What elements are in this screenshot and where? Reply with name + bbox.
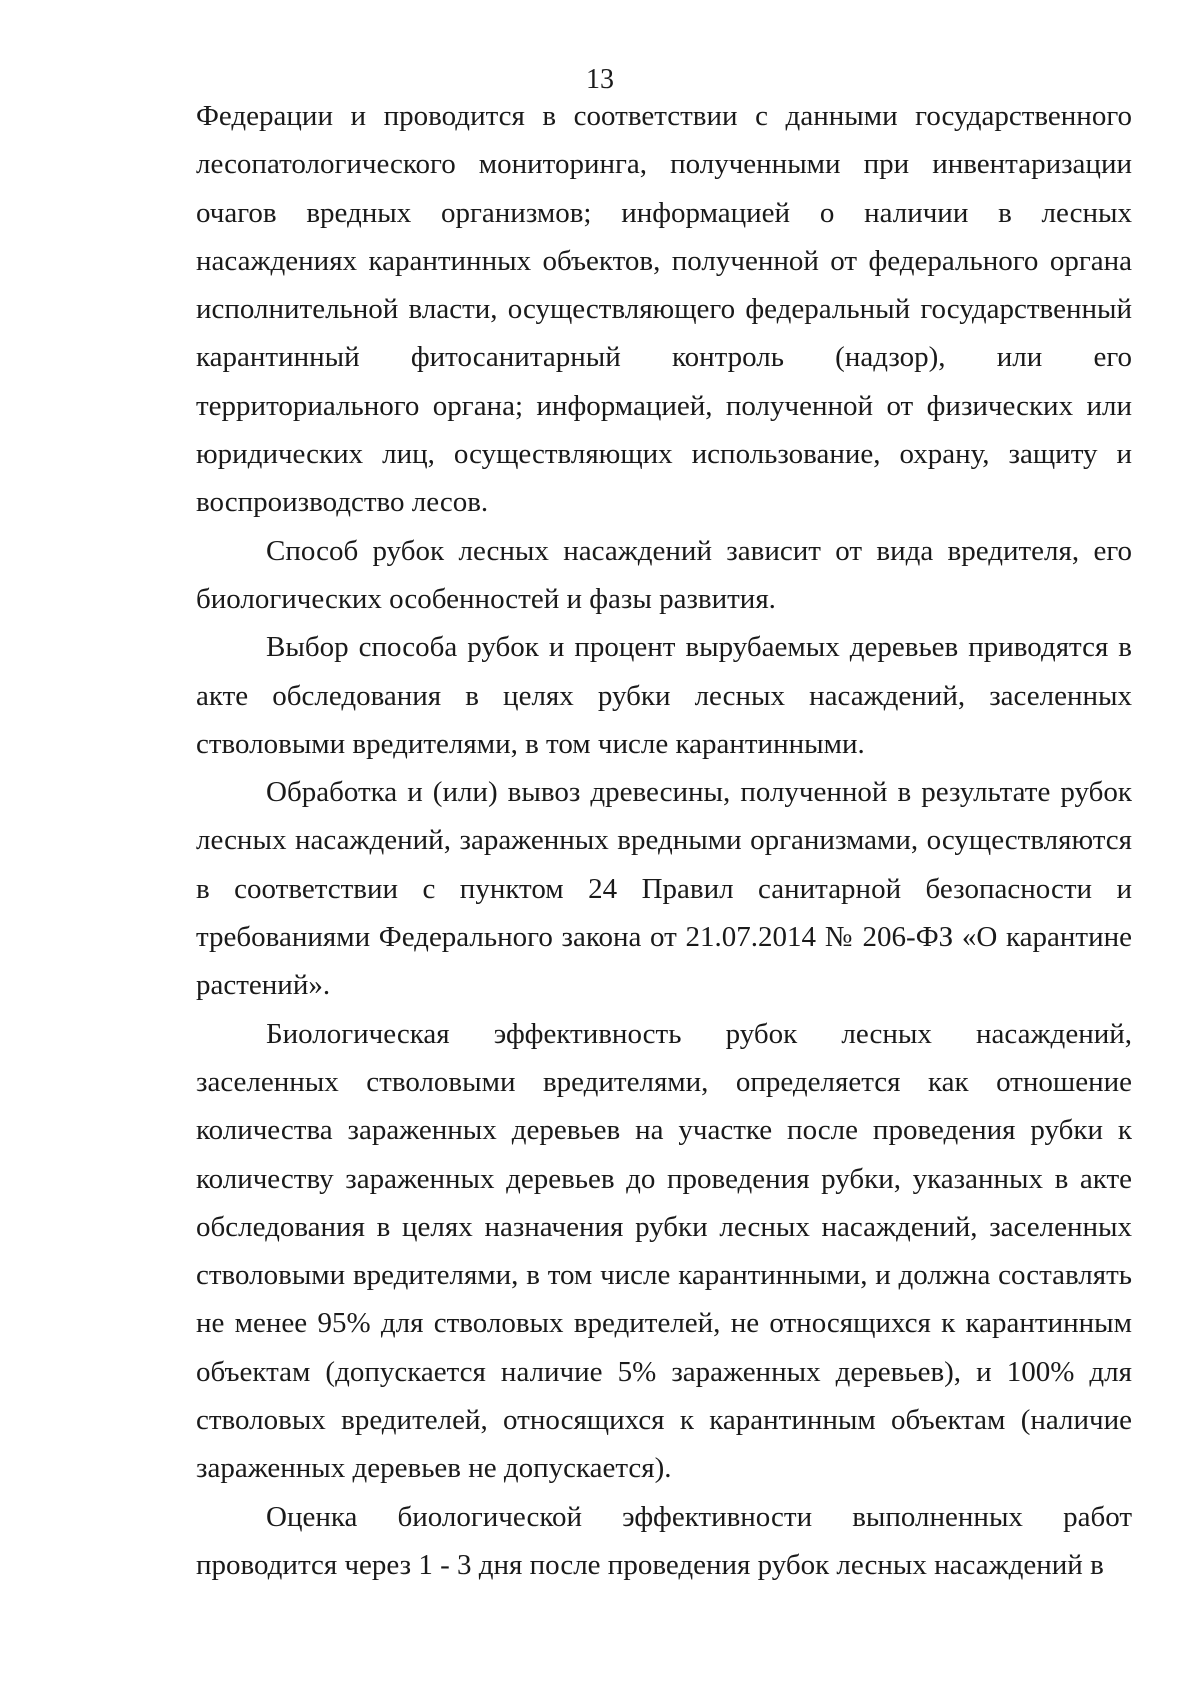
paragraph-cutting-method: Способ рубок лесных насаждений зависит от вида вредителя, его биологических особенностей и фазы развития. bbox=[196, 534, 1132, 615]
paragraph-biological-efficiency: Биологическая эффективность рубок лесных насаждений, заселенных стволовыми вредителями, определяется как отношение количества зараженных деревьев на участке после проведения рубки к количеству зараженных деревьев до проведения рубки, указанных в акте обследования в целях назначения рубки лесных насаждений, заселенных стволовыми вредителями, в том числе карантинными, и должна составлять не менее 95% для стволовых вредителей, не относящихся к карантинным объектам (допускается наличие 5% зараженных деревьев), и 100% для стволовых вредителей, относящихся к карантинным объектам (наличие зараженных деревьев не допускается). bbox=[196, 1017, 1132, 1485]
paragraph-efficiency-assessment: Оценка биологической эффективности выполненных работ проводится через 1 - 3 дня после проведения рубок лесных насаждений в bbox=[196, 1500, 1132, 1581]
paragraph-continuation: Федерации и проводится в соответствии с данными государственного лесопатологического мониторинга, полученными при инвентаризации очагов вредных организмов; информацией о наличии в лесных насаждениях карантинных объектов, полученной от федерального органа исполнительной власти, осуществляющего федеральный государственный карантинный фитосанитарный контроль (надзор), или его территориального органа; информацией, полученной от физических или юридических лиц, осуществляющих использование, охрану, защиту и воспроизводство лесов. bbox=[196, 100, 1132, 519]
paragraph-wood-processing: Обработка и (или) вывоз древесины, полученной в результате рубок лесных насаждений, зараженных вредными организмами, осуществляются в соответствии с пунктом 24 Правил санитарной безопасности и требованиями Федерального закона от 21.07.2014 № 206-ФЗ «О карантине растений». bbox=[196, 776, 1132, 1002]
page-number: 13 bbox=[586, 64, 614, 95]
paragraph-method-choice: Выбор способа рубок и процент вырубаемых деревьев приводятся в акте обследования в целях рубки лесных насаждений, заселенных стволовыми вредителями, в том числе карантинными. bbox=[196, 631, 1132, 760]
document-body bbox=[196, 92, 1132, 1589]
